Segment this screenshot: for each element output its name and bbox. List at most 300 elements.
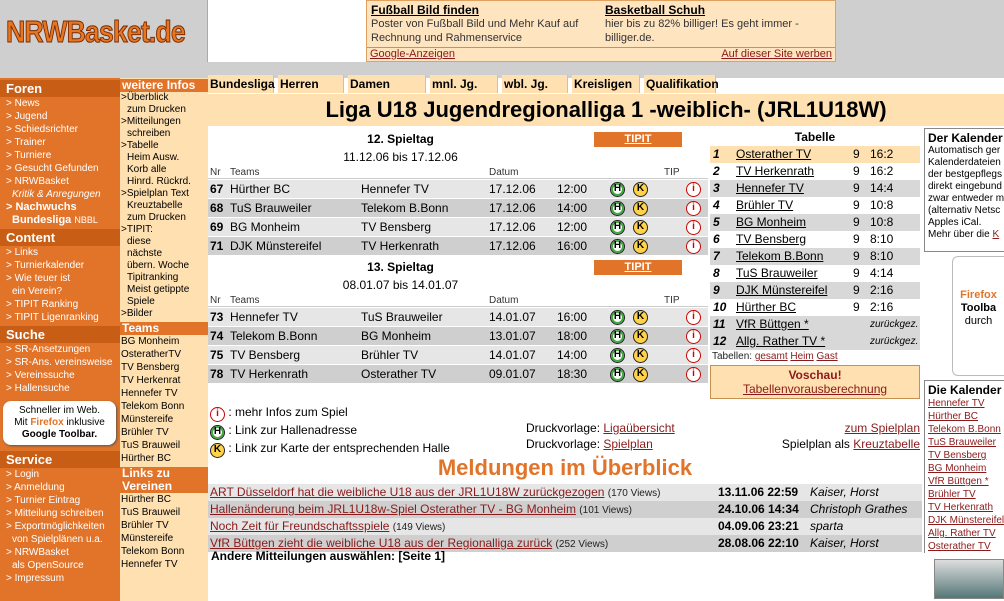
photo-thumbnail[interactable] — [934, 559, 1004, 599]
info-icon[interactable]: i — [686, 367, 701, 382]
standings-team[interactable]: Hürther BC — [736, 300, 797, 314]
standings-row[interactable] — [710, 248, 920, 265]
logo-text: NRWBasket.de — [6, 14, 185, 49]
info-link[interactable]: >Tabelle — [121, 140, 159, 151]
calendar-text-line: der bestgepflegs — [928, 169, 1002, 180]
col-nr: Nr — [210, 295, 221, 306]
info-link[interactable]: Kreuztabelle — [127, 200, 183, 211]
sidebar-item[interactable]: > Schiedsrichter — [6, 124, 78, 135]
sidebar-item[interactable]: > SR-Ans. vereinsweise — [6, 357, 113, 368]
calendar-team-link[interactable]: Hürther BC — [928, 411, 979, 422]
hall-icon[interactable]: H — [610, 220, 625, 235]
info-link[interactable]: übern. Woche — [127, 260, 190, 271]
team-link[interactable]: Hürther BC — [121, 453, 172, 464]
home-team[interactable]: TuS Brauweiler — [230, 201, 312, 215]
print-templates — [526, 420, 675, 452]
sidebar-item[interactable]: > Links — [6, 247, 38, 258]
calendar-more-link[interactable]: K — [992, 229, 1000, 240]
standings-games: 9 — [853, 164, 860, 178]
calendar-team-link[interactable]: TV Bensberg — [928, 450, 987, 461]
info-icon[interactable]: i — [686, 220, 701, 235]
calendar-teams-box — [924, 380, 1004, 553]
info-icon[interactable]: i — [686, 201, 701, 216]
info-link[interactable]: schreiben — [127, 128, 171, 139]
sidebar-item[interactable]: > Exportmöglichkeiten — [6, 521, 105, 532]
info-link[interactable]: zum Drucken — [127, 212, 186, 223]
hall-icon[interactable]: H — [610, 182, 625, 197]
map-icon[interactable]: K — [633, 367, 648, 382]
info-link[interactable]: nächste — [127, 248, 163, 259]
standings-games: 9 — [853, 147, 860, 161]
ad-2-title[interactable]: Basketball Schuh — [605, 3, 706, 17]
suche-list — [0, 343, 120, 395]
news-author: Christoph Grathes — [810, 502, 908, 516]
match-time: 12:00 — [557, 220, 588, 234]
ad-2[interactable] — [605, 3, 837, 45]
nav-tab[interactable]: wbl. Jg. — [502, 75, 568, 93]
standings-footer — [710, 351, 920, 362]
sidebar-item-kritik[interactable]: Kritik & Anregungen — [12, 189, 101, 200]
standings-box — [710, 130, 920, 402]
calendar-team-link[interactable]: DJK Münstereifel — [928, 515, 1004, 526]
calendar-text — [928, 145, 1004, 229]
match-date: 17.12.06 — [489, 201, 536, 215]
legend-i-text: : mehr Infos zum Spiel — [228, 405, 348, 419]
standings-games: 9 — [853, 300, 860, 314]
calendar-more — [928, 229, 1004, 241]
info-link[interactable]: Korb alle — [127, 164, 167, 175]
table-header — [208, 167, 708, 179]
calendar-more-text: Mehr über die — [928, 229, 990, 240]
firefox-promo[interactable] — [3, 401, 116, 445]
sidebar-item[interactable]: > NRWBasket — [6, 547, 69, 558]
druck-link-spielplan[interactable]: Spielplan — [603, 437, 653, 451]
news-heading: Meldungen im Überblick — [437, 455, 693, 480]
foren-list — [0, 97, 120, 188]
standings-points: 10:8 — [870, 215, 894, 229]
club-link[interactable]: TuS Brauweil — [121, 507, 181, 518]
home-team[interactable]: Hennefer TV — [230, 310, 298, 324]
news-row[interactable] — [208, 484, 922, 501]
calendar-text-line: Apples iCal. — [928, 217, 982, 228]
match-row[interactable] — [208, 365, 708, 384]
match-time: 14:00 — [557, 201, 588, 215]
legend-i — [210, 404, 510, 422]
sidebar-item-nachwuchs[interactable]: > Nachwuchs — [6, 201, 77, 213]
info-icon[interactable]: i — [686, 348, 701, 363]
match-nr: 74 — [210, 329, 224, 343]
standings-row[interactable] — [710, 299, 920, 316]
standings-row[interactable] — [710, 333, 920, 350]
google-ads-link[interactable]: Google-Anzeigen — [370, 48, 456, 60]
druck-row-1 — [526, 420, 675, 436]
calendar-team-link[interactable]: TV Herkenrath — [928, 502, 994, 513]
standings-row[interactable] — [710, 265, 920, 282]
teams-heading: Teams — [120, 322, 208, 335]
match-time: 12:00 — [557, 182, 588, 196]
standings-row[interactable] — [710, 180, 920, 197]
ad-1-title[interactable]: Fußball Bild finden — [371, 3, 479, 17]
calendar-teams-title: Die Kalender — [928, 383, 1002, 397]
standings-points: 10:8 — [870, 198, 894, 212]
standings-team[interactable]: TuS Brauweiler — [736, 266, 818, 280]
hall-icon[interactable]: H — [610, 310, 625, 325]
sidebar-item[interactable]: > News — [6, 98, 40, 109]
advertise-link[interactable]: Auf dieser Site werben — [721, 48, 832, 60]
standings-team[interactable]: TV Bensberg — [736, 232, 807, 246]
standings-games: 9 — [853, 198, 860, 212]
standings-pos: 10 — [713, 300, 727, 314]
sidebar-item[interactable]: > Turnier Eintrag — [6, 495, 81, 506]
calendar-team-link[interactable]: TuS Brauweiler — [928, 437, 996, 448]
info-link[interactable]: Hinrd. Rückrd. — [127, 176, 191, 187]
standings-team[interactable]: TV Herkenrath — [736, 164, 815, 178]
legend-k-text: : Link zur Karte der entsprechenden Halle — [228, 441, 450, 455]
team-link[interactable]: Münstereife — [121, 414, 174, 425]
standings-games: 9 — [853, 181, 860, 195]
sidebar-item[interactable]: > Vereinssuche — [6, 370, 75, 381]
teams-list — [120, 335, 208, 465]
standings-pos: 1 — [713, 147, 720, 161]
info-icon[interactable]: i — [686, 329, 701, 344]
info-link[interactable]: zum Drucken — [127, 104, 186, 115]
map-icon[interactable]: K — [633, 239, 648, 254]
ff-line-2 — [7, 417, 112, 429]
standings-points: 8:10 — [870, 249, 894, 263]
away-team[interactable]: TV Bensberg — [361, 220, 432, 234]
legend-h — [210, 422, 510, 440]
home-team[interactable]: BG Monheim — [230, 220, 301, 234]
infos-list — [120, 92, 208, 320]
standings-pos: 2 — [713, 164, 720, 178]
sidebar-item[interactable]: > Turnierkalender — [6, 260, 85, 271]
ff-ad-line-2: Toolba — [960, 302, 997, 314]
home-team[interactable]: TV Bensberg — [230, 348, 301, 362]
section-service: Service — [0, 451, 120, 468]
standings-rows — [710, 146, 920, 350]
news-item — [210, 536, 608, 550]
news-date: 28.08.06 22:10 — [718, 536, 799, 550]
map-icon[interactable]: K — [633, 310, 648, 325]
standings-row[interactable] — [710, 231, 920, 248]
news-row[interactable] — [208, 518, 922, 535]
standings-points: 4:14 — [870, 266, 894, 280]
club-link[interactable]: Telekom Bonn — [121, 546, 185, 557]
hall-icon[interactable]: H — [610, 239, 625, 254]
info-icon[interactable]: i — [686, 182, 701, 197]
standings-pos: 11 — [713, 317, 726, 331]
sidebar-item[interactable]: > Login — [6, 469, 40, 480]
sidebar-item[interactable]: > Hallensuche — [6, 383, 70, 394]
standings-points: zurückgez. — [870, 336, 919, 347]
news-item — [210, 519, 445, 533]
tabellen-label: Tabellen: — [712, 351, 753, 362]
nbbl-label: NBBL — [74, 215, 98, 225]
match-row[interactable] — [208, 308, 708, 327]
standings-row[interactable] — [710, 282, 920, 299]
standings-games: 9 — [853, 215, 860, 229]
map-icon[interactable]: K — [633, 348, 648, 363]
match-date: 14.01.07 — [489, 310, 536, 324]
match-nr: 75 — [210, 348, 224, 362]
match-date: 09.01.07 — [489, 367, 536, 381]
page-title — [208, 94, 1004, 126]
tipit-button[interactable]: TIPIT — [594, 260, 682, 275]
voschau-box — [710, 365, 920, 399]
tipit-button[interactable]: TIPIT — [594, 132, 682, 147]
news-link[interactable]: VfR Büttgen zieht die weibliche U18 aus der Regionalliga zurück — [210, 536, 553, 550]
away-team[interactable]: TuS Brauweiler — [361, 310, 443, 324]
sidebar-item[interactable]: > Jugend — [6, 111, 48, 122]
sidebar-item[interactable]: > TIPIT Ranking — [6, 299, 79, 310]
sidebar-item[interactable]: > NRWBasket — [6, 176, 69, 187]
standings-row[interactable] — [710, 214, 920, 231]
standings-points: 16:2 — [870, 164, 894, 178]
voschau-link[interactable]: Tabellenvorausberechnung — [742, 382, 888, 396]
ff-ad-brand: Firefox — [960, 289, 997, 301]
standings-points: 2:16 — [870, 283, 894, 297]
team-link[interactable]: Telekom Bonn — [121, 401, 185, 412]
standings-row[interactable] — [710, 197, 920, 214]
standings-team[interactable]: BG Monheim — [736, 215, 807, 229]
matchday-range: 08.01.07 bis 14.01.07 — [342, 278, 459, 292]
weitere-infos-heading: weitere Infos — [120, 79, 208, 92]
club-link[interactable]: Hennefer TV — [121, 559, 178, 570]
info-link[interactable]: >Überblick — [121, 92, 169, 103]
away-team[interactable]: Osterather TV — [361, 367, 437, 381]
team-link[interactable]: TuS Brauweil — [121, 440, 181, 451]
ad-1[interactable] — [371, 3, 603, 45]
sidebar-item[interactable]: > Gesucht Gefunden — [6, 163, 99, 174]
nav-tab[interactable]: Herren — [278, 75, 344, 93]
calendar-team-link[interactable]: Brühler TV — [928, 489, 976, 500]
news-author: Kaiser, Horst — [810, 485, 879, 499]
news-link[interactable]: ART Düsseldorf hat die weibliche U18 aus der JRL1U18W zurückgezogen — [210, 485, 605, 499]
home-team[interactable]: Hürther BC — [230, 182, 291, 196]
standings-team[interactable]: Allg. Rather TV * — [736, 334, 826, 348]
team-link[interactable]: BG Monheim — [121, 336, 180, 347]
away-team[interactable]: Hennefer TV — [361, 182, 429, 196]
match-nr: 71 — [210, 239, 224, 253]
nav-tab[interactable]: Kreisligen — [572, 75, 640, 93]
match-nr: 67 — [210, 182, 224, 196]
away-team[interactable]: TV Herkenrath — [361, 239, 440, 253]
news-date: 04.09.06 23:21 — [718, 519, 799, 533]
sidebar-item[interactable]: als OpenSource — [12, 560, 84, 571]
home-team[interactable]: DJK Münstereifel — [230, 239, 322, 253]
club-link[interactable]: Brühler TV — [121, 520, 169, 531]
nav-tab[interactable]: mnl. Jg. — [430, 75, 498, 93]
standings-team[interactable]: DJK Münstereifel — [736, 283, 828, 297]
sidebar-item-bundesliga[interactable] — [0, 214, 120, 227]
standings-points: 16:2 — [870, 147, 894, 161]
druck-link-liga[interactable]: Ligaübersicht — [603, 421, 675, 435]
header-right-area — [836, 0, 1004, 62]
ff-line-1: Schneller im Web. — [19, 405, 100, 416]
info-column — [120, 78, 208, 601]
section-content: Content — [0, 229, 120, 246]
info-link[interactable]: >Bilder — [121, 308, 153, 319]
ff-inkl: inklusive — [66, 417, 105, 428]
club-link[interactable]: Hürther BC — [121, 494, 172, 505]
match-row[interactable] — [208, 218, 708, 237]
content-list — [0, 246, 120, 324]
ad-2-text: hier bis zu 82% billiger! Es geht immer - billiger.de. — [605, 18, 799, 44]
info-link[interactable]: Spiele — [127, 296, 155, 307]
team-link[interactable]: Hennefer TV — [121, 388, 178, 399]
away-team[interactable]: BG Monheim — [361, 329, 432, 343]
info-link[interactable]: >TIPIT: — [121, 224, 153, 235]
match-date: 17.12.06 — [489, 220, 536, 234]
calendar-team-link[interactable]: Hennefer TV — [928, 398, 985, 409]
hall-icon[interactable]: H — [610, 201, 625, 216]
sidebar-item[interactable]: > Turniere — [6, 150, 52, 161]
match-date: 17.12.06 — [489, 182, 536, 196]
standings-row[interactable] — [710, 163, 920, 180]
away-team[interactable]: Telekom B.Bonn — [361, 201, 449, 215]
home-team[interactable]: Telekom B.Bonn — [230, 329, 318, 343]
zum-row — [782, 420, 920, 436]
calendar-team-link[interactable]: VfR Büttgen * — [928, 476, 989, 487]
standings-team[interactable]: VfR Büttgen * — [736, 317, 809, 331]
news-views: (252 Views) — [555, 539, 609, 550]
match-time: 14:00 — [557, 348, 588, 362]
standings-team[interactable]: Brühler TV — [736, 198, 794, 212]
news-row[interactable] — [208, 501, 922, 518]
nav-tab[interactable]: Qualifikation — [646, 77, 719, 91]
team-link[interactable]: OsteratherTV — [121, 349, 182, 360]
calendar-text-line: direkt eingebund — [928, 181, 1002, 192]
druck-row-2 — [526, 436, 675, 452]
away-team[interactable]: Brühler TV — [361, 348, 419, 362]
info-link[interactable]: Meist getippte — [127, 284, 190, 295]
standings-pos: 8 — [713, 266, 720, 280]
team-link[interactable]: TV Bensberg — [121, 362, 180, 373]
standings-pos: 9 — [713, 283, 720, 297]
match-date: 14.01.07 — [489, 348, 536, 362]
ff-line-3: Google Toolbar. — [21, 429, 98, 440]
match-nr: 73 — [210, 310, 224, 324]
news-page-1[interactable]: [Seite 1] — [398, 549, 446, 563]
hall-icon: H — [210, 425, 225, 440]
info-link[interactable]: Tipitranking — [127, 272, 179, 283]
sidebar-item[interactable]: > TIPIT Ligenranking — [6, 312, 99, 323]
match-time: 18:30 — [557, 367, 588, 381]
calendar-text-line: zwar entweder m — [928, 193, 1004, 204]
sidebar-item[interactable]: ein Verein? — [12, 286, 63, 297]
nav-tab[interactable]: Bundesliga — [210, 77, 275, 91]
team-link[interactable]: TV Herkenrat — [121, 375, 181, 386]
ff-mit: Mit — [14, 417, 28, 428]
sidebar-item[interactable]: > Anmeldung — [6, 482, 65, 493]
match-row[interactable] — [208, 199, 708, 218]
match-row[interactable] — [208, 346, 708, 365]
standings-games: 9 — [853, 249, 860, 263]
sidebar-item[interactable]: > SR-Ansetzungen — [6, 344, 91, 355]
info-icon[interactable]: i — [686, 310, 701, 325]
kreuztabelle-link[interactable]: Kreuztabelle — [853, 437, 920, 451]
matchday-title: 13. Spieltag — [367, 260, 434, 274]
news-link[interactable]: Noch Zeit für Freundschaftsspiele — [210, 519, 390, 533]
sidebar-item[interactable]: > Wie teuer ist — [6, 273, 71, 284]
nav-tab[interactable]: Damen — [348, 75, 426, 93]
hall-icon[interactable]: H — [610, 348, 625, 363]
news-pager — [211, 549, 445, 563]
standings-points: 14:4 — [870, 181, 894, 195]
news-date: 13.11.06 22:59 — [718, 485, 799, 499]
sidebar-item[interactable]: > Trainer — [6, 137, 46, 148]
map-icon[interactable]: K — [633, 182, 648, 197]
ads-footer — [367, 47, 835, 61]
site-logo[interactable] — [0, 0, 208, 62]
info-link[interactable]: Heim Ausw. — [127, 152, 180, 163]
standings-pos: 3 — [713, 181, 720, 195]
links-heading: Links zu Vereinen — [120, 467, 208, 493]
map-icon[interactable]: K — [633, 201, 648, 216]
calendar-team-link[interactable]: Osterather TV — [928, 541, 991, 552]
standings-team[interactable]: Telekom B.Bonn — [736, 249, 824, 263]
bundesliga-label: Bundesliga — [12, 214, 72, 226]
col-datum: Datum — [489, 167, 519, 178]
home-team[interactable]: TV Herkenrath — [230, 367, 309, 381]
section-foren: Foren — [0, 80, 120, 97]
map-icon: K — [210, 443, 225, 458]
map-icon[interactable]: K — [633, 329, 648, 344]
match-row[interactable] — [208, 327, 708, 346]
match-row[interactable] — [208, 237, 708, 256]
info-link[interactable]: diese — [127, 236, 151, 247]
table-header — [208, 295, 708, 307]
standings-team[interactable]: Osterather TV — [736, 147, 812, 161]
kreuz-row — [782, 436, 920, 452]
firefox-ad[interactable] — [952, 256, 1004, 376]
club-link[interactable]: Münstereife — [121, 533, 174, 544]
sidebar-item[interactable]: von Spielplänen u.a. — [12, 534, 103, 545]
calendar-text-line: (alternativ Netsc — [928, 205, 1001, 216]
hall-icon[interactable]: H — [610, 367, 625, 382]
page-title-text: Liga U18 Jugendregionalliga 1 -weiblich- (JRL1U18W) — [325, 97, 887, 122]
tab-gesamt-link[interactable]: gesamt — [754, 351, 788, 362]
calendar-team-links — [928, 397, 1004, 553]
info-link[interactable]: >Spielplan Text — [121, 188, 189, 199]
calendar-team-link[interactable]: Allg. Rather TV — [928, 528, 996, 539]
news-item — [210, 502, 632, 516]
calendar-team-link[interactable]: Telekom B.Bonn — [928, 424, 1001, 435]
hall-icon[interactable]: H — [610, 329, 625, 344]
tab-gast-link[interactable]: Gast — [816, 351, 838, 362]
ff-ad-line-3: durch — [964, 315, 993, 327]
calendar-team-link[interactable]: BG Monheim — [928, 463, 987, 474]
links-list — [120, 493, 208, 571]
map-icon[interactable]: K — [633, 220, 648, 235]
sidebar-item[interactable]: > Mitteilung schreiben — [6, 508, 104, 519]
standings-team[interactable]: Hennefer TV — [736, 181, 804, 195]
league-nav — [208, 75, 720, 93]
info-link[interactable]: >Mitteilungen — [121, 116, 181, 127]
info-icon[interactable]: i — [686, 239, 701, 254]
standings-row[interactable] — [710, 146, 920, 163]
col-tip: TIP — [664, 295, 680, 306]
team-link[interactable]: Brühler TV — [121, 427, 169, 438]
match-row[interactable] — [208, 180, 708, 199]
sidebar-item[interactable]: > Impressum — [6, 573, 65, 584]
news-views: (170 Views) — [607, 488, 661, 499]
standings-row[interactable] — [710, 316, 920, 333]
zum-spielplan-link[interactable]: zum Spielplan — [844, 421, 920, 435]
news-other-label: Andere Mitteilungen auswählen: — [211, 549, 396, 563]
tab-heim-link[interactable]: Heim — [790, 351, 814, 362]
news-link[interactable]: Hallenänderung beim JRL1U18w-Spiel Osterather TV - BG Monheim — [210, 502, 576, 516]
